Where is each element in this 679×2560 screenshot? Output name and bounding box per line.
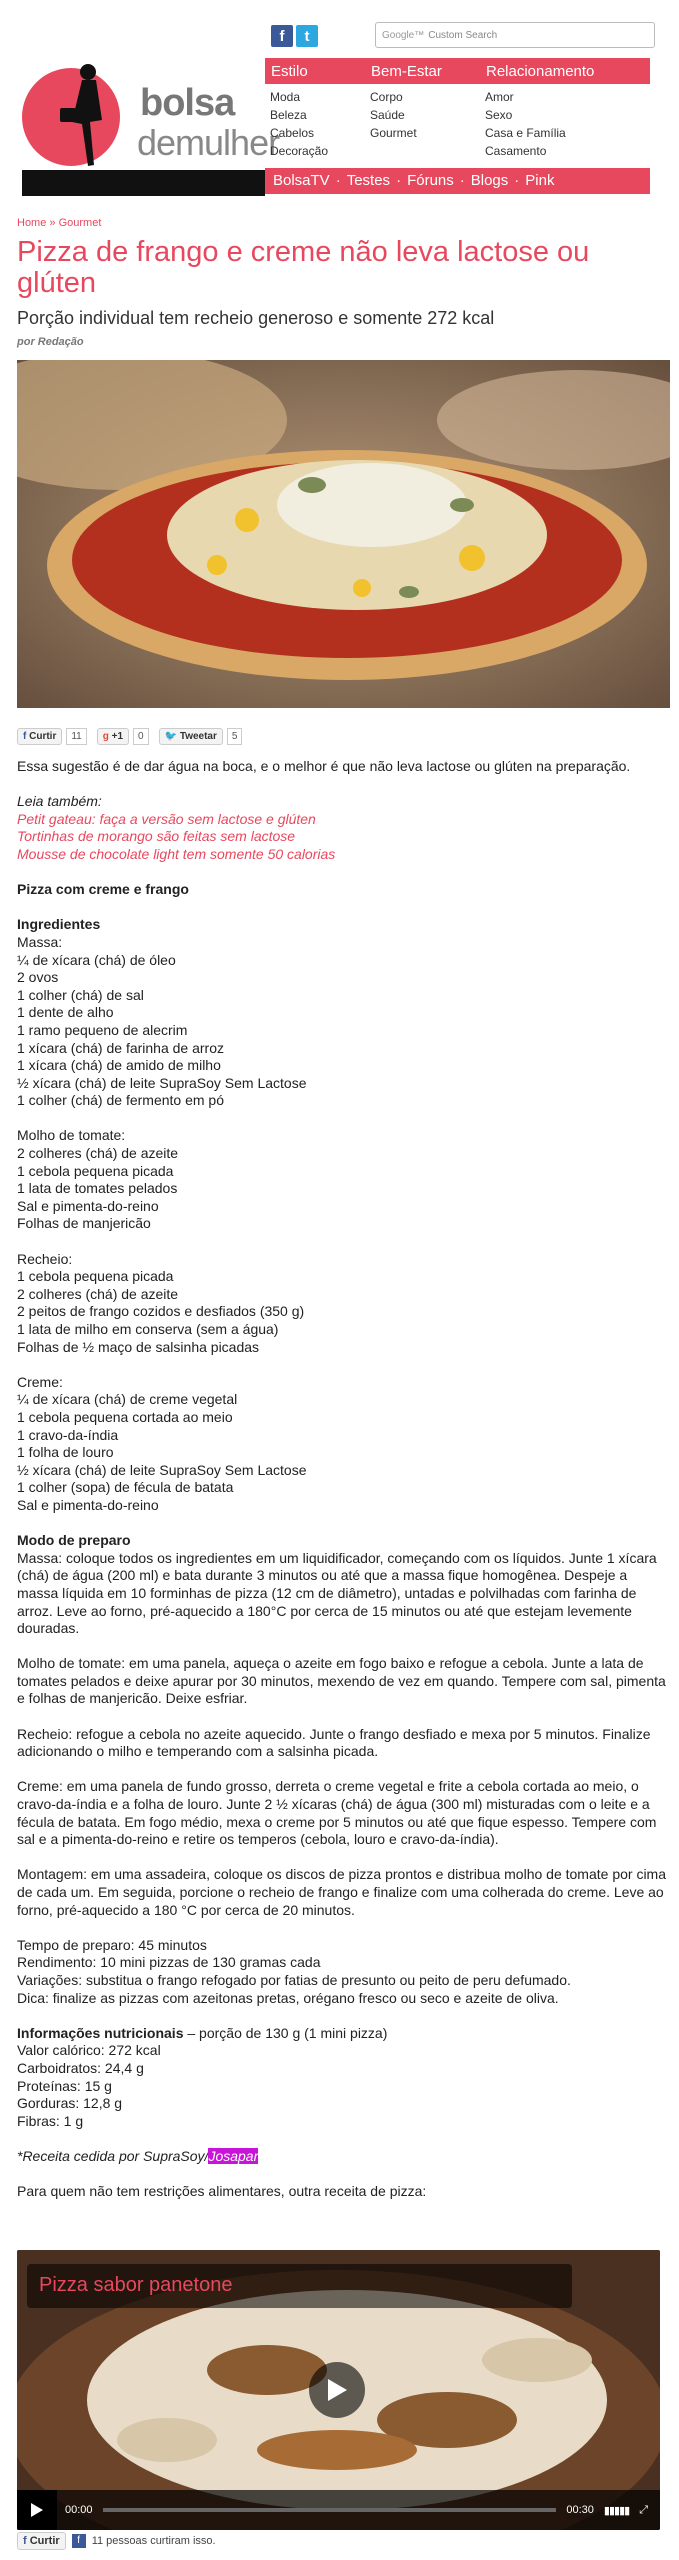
recipe-extra-item: Rendimento: 10 mini pizzas de 130 gramas cada [17, 1954, 321, 1971]
ingredient-item: 2 colheres (chá) de azeite [17, 1285, 179, 1302]
facebook-like-label: Curtir [29, 731, 57, 742]
nav-foruns[interactable]: Fóruns [407, 172, 454, 189]
site-logo[interactable] [22, 60, 280, 170]
woman-silhouette-icon [52, 60, 112, 170]
ingredient-item: Creme: [17, 1373, 63, 1390]
video-current-time: 00:00 [65, 2504, 93, 2516]
logo-black-bar [22, 170, 265, 196]
nav-moda[interactable]: Moda [270, 90, 301, 104]
video-total-time: 00:30 [566, 2504, 594, 2516]
gplus-count: 0 [133, 728, 149, 745]
nav-cabelos[interactable]: Cabelos [270, 126, 315, 140]
ingredient-item: 1 cravo-da-índia [17, 1426, 119, 1443]
nav-estilo[interactable]: Estilo [271, 63, 308, 80]
nav-sexo[interactable]: Sexo [485, 108, 513, 122]
ingredient-item: 2 colheres (chá) de azeite [17, 1145, 179, 1162]
tweet-count: 5 [227, 728, 243, 745]
nutrition-item: Carboidratos: 24,4 g [17, 2059, 144, 2076]
intro-paragraph: Essa sugestão é de dar água na boca, e o melhor é que não leva lactose ou glúten na preparação. [17, 758, 631, 774]
gplus-icon: g [102, 731, 112, 742]
facebook-like-button[interactable] [17, 728, 62, 745]
nav-casa-familia[interactable]: Casa e Família [485, 126, 566, 140]
ingredient-item: 1 dente de alho [17, 1004, 114, 1021]
volume-icon[interactable]: ▮▮▮▮▮ [603, 2504, 630, 2517]
video-player[interactable] [17, 2250, 660, 2530]
fullscreen-icon[interactable]: ⤢ [639, 2503, 648, 2516]
method-molho: Molho de tomate: em uma panela, aqueça o azeite em fogo baixo e refogue a cebola. Junte a lata de tomates pelados e deixe apurar por 30 minutos, mexendo de vez em quando. Tempere com sal, pimenta e folhas de manjericão. Deixe esfriar. [17, 1655, 666, 1707]
ingredient-item: 2 ovos [17, 969, 59, 986]
main-nav [265, 58, 650, 84]
facebook-icon: f [23, 731, 30, 742]
search-input[interactable] [375, 22, 655, 48]
related-link[interactable]: Mousse de chocolate light tem somente 50 calorias [17, 845, 336, 862]
ingredients-creme [17, 1374, 667, 1515]
ingredient-item: ½ xícara (chá) de leite SupraSoy Sem Lactose [17, 1074, 307, 1091]
credit-prefix: *Receita cedida por SupraSoy/ [17, 2147, 209, 2164]
play-icon [326, 2378, 348, 2402]
ingredient-item: 1 folha de louro [17, 1444, 114, 1461]
twitter-bird-icon: 🐦 [164, 731, 180, 742]
ingredient-item: Sal e pimenta-do-reino [17, 1496, 159, 1513]
nav-decoracao[interactable]: Decoração [270, 144, 329, 158]
ingredient-item: ½ xícara (chá) de leite SupraSoy Sem Lactose [17, 1461, 307, 1478]
ingredients-heading: Ingredientes [17, 916, 101, 933]
ingredient-item: Molho de tomate: [17, 1127, 126, 1144]
ingredient-item: 1 colher (chá) de fermento em pó [17, 1092, 224, 1109]
facebook-like-box [17, 2532, 216, 2550]
ingredient-item: Folhas de manjericão [17, 1215, 151, 1232]
nav-corpo[interactable]: Corpo [370, 90, 403, 104]
video-progress-bar[interactable] [103, 2508, 557, 2512]
facebook-like-label: Curtir [29, 2535, 60, 2547]
like-count-text: 11 pessoas curtiram isso. [91, 2535, 216, 2547]
nutrition-item: Gorduras: 12,8 g [17, 2095, 123, 2112]
ingredient-item: Sal e pimenta-do-reino [17, 1197, 159, 1214]
nutrition-subtitle: – porção de 130 g (1 mini pizza) [183, 2024, 388, 2041]
ingredient-item: ¼ de xícara (chá) de creme vegetal [17, 1391, 238, 1408]
ingredient-item: 1 xícara (chá) de amido de milho [17, 1057, 221, 1074]
logo-text-demulher: demulher [137, 122, 280, 163]
google-brand: Google™ [382, 29, 425, 41]
facebook-small-icon: f [72, 2534, 86, 2548]
facebook-icon: f [23, 2535, 30, 2547]
outro-paragraph: Para quem não tem restrições alimentares, outra receita de pizza: [17, 2183, 427, 2200]
read-also-label: Leia também: [17, 793, 102, 810]
facebook-like-count: 11 [66, 728, 86, 745]
hero-image [17, 360, 670, 708]
method-montagem: Montagem: em uma assadeira, coloque os discos de pizza prontos e distribua molho de tomate por cima de cada um. Em seguida, porcione o recheio de frango e finalize com uma colherada do creme. Leve ao forno, pré-aquecido a 180 °C por cerca de 20 minutos. [17, 1866, 667, 1918]
nav-beleza[interactable]: Beleza [270, 108, 307, 122]
twitter-icon[interactable]: t [296, 25, 318, 47]
gplus-label: +1 [111, 731, 124, 742]
share-bar [17, 728, 242, 745]
recipe-title: Pizza com creme e frango [17, 881, 189, 898]
nutrition-title: Informações nutricionais [17, 2024, 184, 2041]
recipe-extra-item: Variações: substitua o frango refogado por fatias de presunto ou peito de peru defumado. [17, 1971, 571, 1988]
article-body [17, 758, 667, 2201]
tweet-button[interactable] [159, 728, 223, 745]
ingredient-item: 1 xícara (chá) de farinha de arroz [17, 1039, 224, 1056]
ingredient-item: Massa: [17, 933, 63, 950]
nav-bem-estar[interactable]: Bem-Estar [371, 63, 442, 80]
ingredient-item: 1 colher (chá) de sal [17, 986, 144, 1003]
ingredient-item: 1 cebola pequena picada [17, 1268, 174, 1285]
ingredient-item: 2 peitos de frango cozidos e desfiados (350 g) [17, 1303, 305, 1320]
credit-highlight[interactable]: Josapar [208, 2147, 259, 2164]
pizza-photo-icon [17, 360, 670, 708]
facebook-icon[interactable]: f [271, 25, 293, 47]
ingredient-item: Folhas de ½ maço de salsinha picadas [17, 1338, 260, 1355]
play-button[interactable] [17, 2490, 57, 2530]
ingredient-item: 1 lata de tomates pelados [17, 1180, 178, 1197]
breadcrumb [17, 217, 101, 229]
video-controls [17, 2490, 660, 2530]
nutrition-heading [17, 2025, 667, 2043]
nav-relacionamento[interactable]: Relacionamento [486, 63, 595, 80]
nutrition-item: Fibras: 1 g [17, 2112, 84, 2129]
method-recheio: Recheio: refogue a cebola no azeite aquecido. Junte o frango desfiado e mexa por 5 minutos. Finalize adicionando o milho e temperando com a salsinha picada. [17, 1725, 651, 1760]
social-links [271, 25, 318, 47]
gplus-button[interactable] [97, 728, 129, 745]
method-heading: Modo de preparo [17, 1532, 131, 1549]
nav-casamento[interactable]: Casamento [485, 144, 547, 158]
nutrition-list [17, 2042, 667, 2130]
byline: por Redação [17, 336, 84, 348]
related-link[interactable]: Tortinhas de morango são feitas sem lactose [17, 828, 296, 845]
page-subtitle: Porção individual tem recheio generoso e somente 272 kcal [17, 308, 495, 328]
search-placeholder: Custom Search [428, 29, 498, 41]
related-link[interactable]: Petit gateau: faça a versão sem lactose e glúten [17, 810, 316, 827]
nav-testes[interactable]: Testes [346, 172, 391, 189]
ingredient-item: ¼ de xícara (chá) de óleo [17, 951, 176, 968]
ingredient-item: 1 cebola pequena cortada ao meio [17, 1408, 233, 1425]
video-title: Pizza sabor panetone [27, 2264, 572, 2308]
method-creme: Creme: em uma panela de fundo grosso, derreta o creme vegetal e frite a cebola cortada ao meio, o cravo-da-índia e a folha de louro. Junte 2 ½ xícaras (chá) de água (300 ml) misturadas com o leite e a fécula de batata. Em fogo médio, mexa o creme por 5 minutos ou até que fique espesso. Tempere com sal e a pimenta-do-reino e retire os temperos (cebola, louro e cravo-da-índia). [17, 1778, 657, 1848]
recipe-credit [17, 2148, 667, 2166]
nutrition-item: Valor calórico: 272 kcal [17, 2042, 161, 2059]
nav-pink[interactable]: Pink [525, 172, 555, 189]
breadcrumb-gourmet[interactable]: Gourmet [58, 217, 102, 229]
ingredients-massa [17, 934, 667, 1110]
method-massa: Massa: coloque todos os ingredientes em um liquidificador, começando com os líquidos. Junte 1 xícara (chá) de água (200 ml) e bata durante 3 minutos ou até que a massa fique homogênea. Despeje a massa líquida em 10 forminhas de pizza (12 cm de diâmetro), untadas e polvilhadas com farinha de arroz. Leve ao forno, pré-aquecido a 180°C por cerca de 15 minutos ou até que estejam levemente douradas. [17, 1549, 657, 1637]
recipe-extra-item: Dica: finalize as pizzas com azeitonas pretas, orégano fresco ou seco e azeite de oliva. [17, 1989, 559, 2006]
nav-bolsatv[interactable]: BolsaTV [273, 172, 330, 189]
nav-amor[interactable]: Amor [485, 90, 514, 104]
secondary-nav: BolsaTV · Testes · Fóruns · Blogs · Pink [265, 168, 650, 194]
play-overlay-button[interactable] [309, 2362, 365, 2418]
recipe-extras [17, 1937, 667, 2007]
nav-gourmet[interactable]: Gourmet [370, 126, 417, 140]
facebook-like-button[interactable] [17, 2532, 66, 2550]
ingredient-item: 1 lata de milho em conserva (sem a água) [17, 1321, 279, 1337]
breadcrumb-separator: » [49, 217, 56, 229]
ingredient-item: 1 colher (sopa) de fécula de batata [17, 1479, 234, 1496]
ingredient-item: 1 cebola pequena picada [17, 1162, 174, 1179]
breadcrumb-home[interactable]: Home [17, 217, 47, 229]
tweet-label: Tweetar [179, 731, 217, 742]
page-title: Pizza de frango e creme não leva lactose ou glúten [17, 236, 590, 299]
nav-blogs[interactable]: Blogs [470, 172, 509, 189]
nutrition-item: Proteínas: 15 g [17, 2077, 112, 2094]
ingredient-item: Recheio: [17, 1250, 73, 1267]
sub-nav [265, 88, 650, 160]
ingredients-recheio [17, 1251, 667, 1357]
play-icon [30, 2502, 44, 2518]
ingredient-item: 1 ramo pequeno de alecrim [17, 1021, 188, 1038]
logo-text-bolsa: bolsa [140, 82, 235, 124]
nav-saude[interactable]: Saúde [370, 108, 405, 122]
ingredients-molho [17, 1127, 667, 1233]
recipe-extra-item: Tempo de preparo: 45 minutos [17, 1936, 207, 1953]
